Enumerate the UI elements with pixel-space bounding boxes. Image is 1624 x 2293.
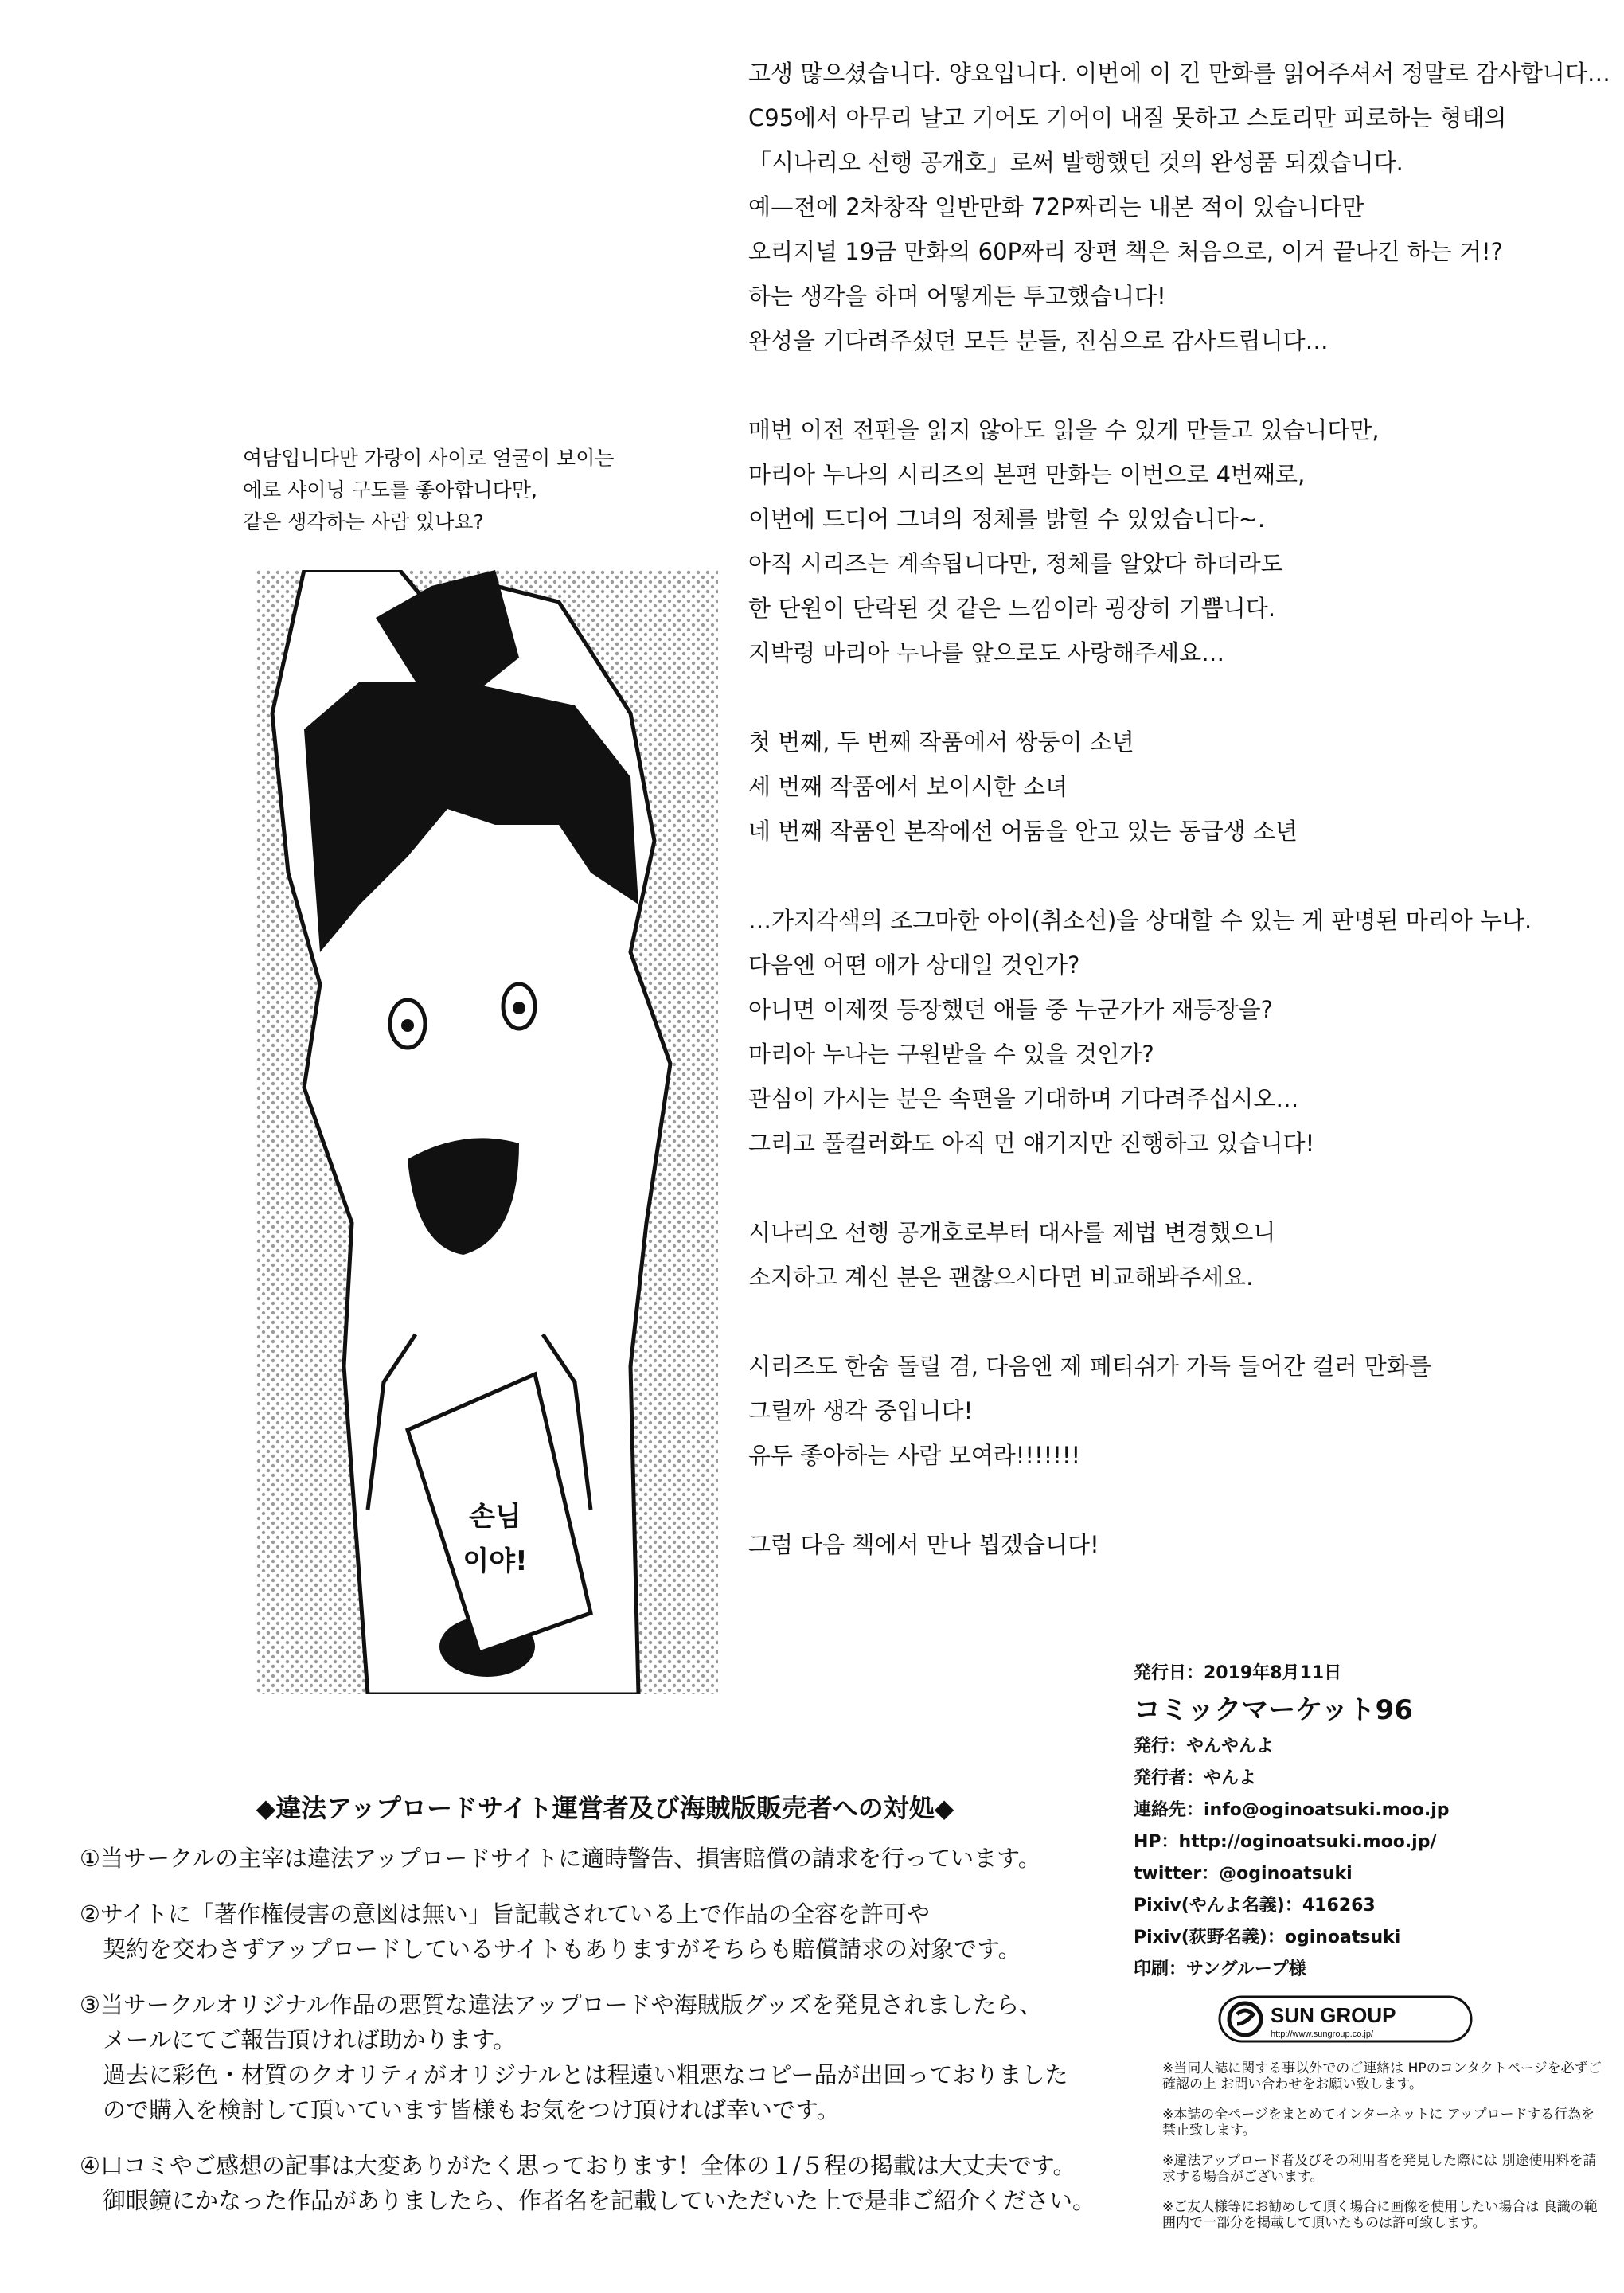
legal-item bbox=[80, 1841, 1146, 1876]
afterword-line: 아니면 이제껏 등장했던 애들 중 누군가가 재등장을? bbox=[748, 996, 1273, 1023]
afterword-line bbox=[748, 1478, 1592, 1522]
afterword-line: 매번 이전 전편을 읽지 않아도 읽을 수 있게 만들고 있습니다만, bbox=[748, 416, 1380, 443]
afterword-line: 유두 좋아하는 사람 모여라!!!!!!! bbox=[748, 1442, 1081, 1469]
legal-line: ②サイトに「著作権侵害の意図は無い」旨記載されている上で作品の全容を許可や bbox=[80, 1900, 930, 1928]
legal-line: 過去に彩色・材質のクオリティがオリジナルとは程遠い粗悪なコピー品が出回っておりました bbox=[80, 2061, 1068, 2088]
publication-event: コミックマーケット96 bbox=[1134, 1694, 1413, 1726]
publication-twitter: twitter：@oginoatsuki bbox=[1134, 1864, 1353, 1884]
note-item: ※ご友人様等にお勧めして頂く場合に画像を使用したい場合は 良識の範囲内で一部分を掲載して頂いたものは許可致します。 bbox=[1162, 2199, 1598, 2231]
publication-contact: 連絡先：info@oginoatsuki.moo.jp bbox=[1134, 1800, 1450, 1820]
publication-date: 発行日：2019年8月11日 bbox=[1134, 1663, 1342, 1683]
legal-line: メールにてご報告頂ければ助かります。 bbox=[80, 2026, 517, 2053]
afterword-line: 시리즈도 한숨 돌릴 겸, 다음엔 제 페티쉬가 가득 들어간 컬러 만화를 bbox=[748, 1353, 1431, 1380]
sun-group-logo bbox=[1218, 1995, 1473, 2043]
afterword-line: 그릴까 생각 중입니다! bbox=[748, 1397, 974, 1424]
afterword-line: 네 번째 작품인 본작에선 어둠을 안고 있는 동급생 소년 bbox=[748, 818, 1298, 845]
afterword-line bbox=[748, 675, 1592, 720]
legal-line: ので購入を検討して頂いています皆様もお気をつけ頂ければ幸いです。 bbox=[80, 2096, 840, 2123]
afterword-line: 첫 번째, 두 번째 작품에서 쌍둥이 소년 bbox=[748, 729, 1134, 756]
publication-pixiv-2: Pixiv(荻野名義)：oginoatsuki bbox=[1134, 1928, 1401, 1947]
afterword-line: 그리고 풀컬러화도 아직 먼 얘기지만 진행하고 있습니다! bbox=[748, 1130, 1315, 1157]
publication-circle: 発行：やんやんよ bbox=[1134, 1736, 1275, 1756]
afterword-line: 고생 많으셨습니다. 양요입니다. 이번에 이 긴 만화를 읽어주셔서 정말로 감사합니다… bbox=[748, 60, 1610, 87]
afterword-line: 소지하고 계신 분은 괜찮으시다면 비교해봐주세요. bbox=[748, 1264, 1254, 1291]
caption-line: 같은 생각하는 사람 있나요? bbox=[243, 510, 484, 533]
afterword-line: 한 단원이 단락된 것 같은 느낌이라 굉장히 기쁩니다. bbox=[748, 595, 1276, 622]
publication-homepage: HP：http://oginoatsuki.moo.jp/ bbox=[1134, 1832, 1437, 1852]
afterword-line: 세 번째 작품에서 보이시한 소녀 bbox=[748, 773, 1068, 800]
legal-title: ◆違法アップロードサイト運営者及び海賊版販売者への対処◆ bbox=[256, 1793, 954, 1823]
afterword-line: 시나리오 선행 공개호로부터 대사를 제법 변경했으니 bbox=[748, 1219, 1276, 1246]
caption-line: 에로 샤이닝 구도를 좋아합니다만, bbox=[243, 479, 537, 502]
legal-item bbox=[80, 1897, 1146, 1967]
afterword-line: …가지각색의 조그마한 아이(취소선)을 상대할 수 있는 게 판명된 마리아 누나. bbox=[748, 907, 1532, 934]
note-item: ※当同人誌に関する事以外でのご連絡は HPのコンタクトページを必ずご確認の上 お問い合わせをお願い致します。 bbox=[1162, 2061, 1602, 2092]
speech-bubble-text-line1: 손님 bbox=[469, 1501, 521, 1533]
illustration-caption bbox=[243, 443, 720, 538]
afterword-line: 관심이 가시는 분은 속편을 기대하며 기다려주십시오… bbox=[748, 1085, 1299, 1112]
afterword-line: 마리아 누나는 구원받을 수 있을 것인가? bbox=[748, 1041, 1154, 1068]
afterword-line: 그럼 다음 책에서 만나 뵙겠습니다! bbox=[748, 1531, 1099, 1558]
legal-line: ④口コミやご感想の記事は大変ありがたく思っております！全体の１/５程の掲載は大丈夫です。 bbox=[80, 2152, 1076, 2179]
afterword-line: 마리아 누나의 시리즈의 본편 만화는 이번으로 4번째로, bbox=[748, 461, 1306, 488]
afterword-line bbox=[748, 363, 1592, 408]
afterword-line bbox=[748, 854, 1592, 898]
afterword-line: 다음엔 어떤 애가 상대일 것인가? bbox=[748, 951, 1080, 979]
afterword-line: 아직 시리즈는 계속됩니다만, 정체를 알았다 하더라도 bbox=[748, 550, 1283, 577]
legal-item bbox=[80, 2148, 1146, 2218]
logo-url: http://www.sungroup.co.jp/ bbox=[1271, 2029, 1374, 2039]
logo-name: SUN GROUP bbox=[1271, 2003, 1396, 2027]
afterword-line bbox=[748, 1166, 1592, 1210]
afterword-line: 완성을 기다려주셨던 모든 분들, 진심으로 감사드립니다… bbox=[748, 327, 1329, 354]
afterword-line: 오리지널 19금 만화의 60P짜리 장편 책은 처음으로, 이거 끝나긴 하는 거!? bbox=[748, 238, 1504, 265]
afterword-line: C95에서 아무리 날고 기어도 기어이 내질 못하고 스토리만 피로하는 형태의 bbox=[748, 104, 1507, 131]
speech-bubble-text-line2: 이야! bbox=[463, 1545, 528, 1577]
afterword-line bbox=[748, 1299, 1592, 1344]
afterword-line: 하는 생각을 하며 어떻게든 투고했습니다! bbox=[748, 283, 1166, 310]
afterword-line: 예—전에 2차창작 일반만화 72P짜리는 내본 적이 있습니다만 bbox=[748, 193, 1364, 221]
publication-info bbox=[1134, 1658, 1611, 1986]
legal-list bbox=[80, 1841, 1146, 2239]
afterword-line: 이번에 드디어 그녀의 정체를 밝힐 수 있었습니다~. bbox=[748, 506, 1266, 533]
legal-item bbox=[80, 1987, 1146, 2127]
legal-line: 御眼鏡にかなった作品がありましたら、作者名を記載していただいた上で是非ご紹介ください。 bbox=[80, 2187, 1096, 2214]
publication-publisher: 発行者：やんよ bbox=[1134, 1768, 1257, 1788]
afterword-text bbox=[748, 51, 1610, 1567]
publication-printer: 印刷：サングループ様 bbox=[1134, 1959, 1306, 1979]
legal-line: 契約を交わさずアップロードしているサイトもありますがそちらも賠償請求の対象です。 bbox=[80, 1936, 1021, 1963]
manga-illustration bbox=[256, 570, 718, 1694]
logo-mark-icon bbox=[1229, 2003, 1261, 2035]
publication-pixiv-1: Pixiv(やんよ名義)：416263 bbox=[1134, 1896, 1376, 1916]
caption-line: 여담입니다만 가랑이 사이로 얼굴이 보이는 bbox=[243, 447, 615, 470]
illustration-drawing bbox=[256, 570, 718, 1694]
afterword-line: 「시나리오 선행 공개호」로써 발행했던 것의 완성품 되겠습니다. bbox=[748, 149, 1403, 176]
note-item: ※本誌の全ページをまとめてインターネットに アップロードする行為を禁止致します。 bbox=[1162, 2107, 1595, 2139]
afterword-line: 지박령 마리아 누나를 앞으로도 사랑해주세요… bbox=[748, 639, 1225, 666]
note-item: ※違法アップロード者及びその利用者を発見した際には 別途使用料を請求する場合がございます。 bbox=[1162, 2153, 1597, 2185]
legal-line: ①当サークルの主宰は違法アップロードサイトに適時警告、損害賠償の請求を行っています。 bbox=[80, 1845, 1041, 1872]
notes-list bbox=[1162, 2061, 1608, 2245]
legal-line: ③当サークルオリジナル作品の悪質な違法アップロードや海賊版グッズを発見されましたら、 bbox=[80, 1991, 1043, 2018]
